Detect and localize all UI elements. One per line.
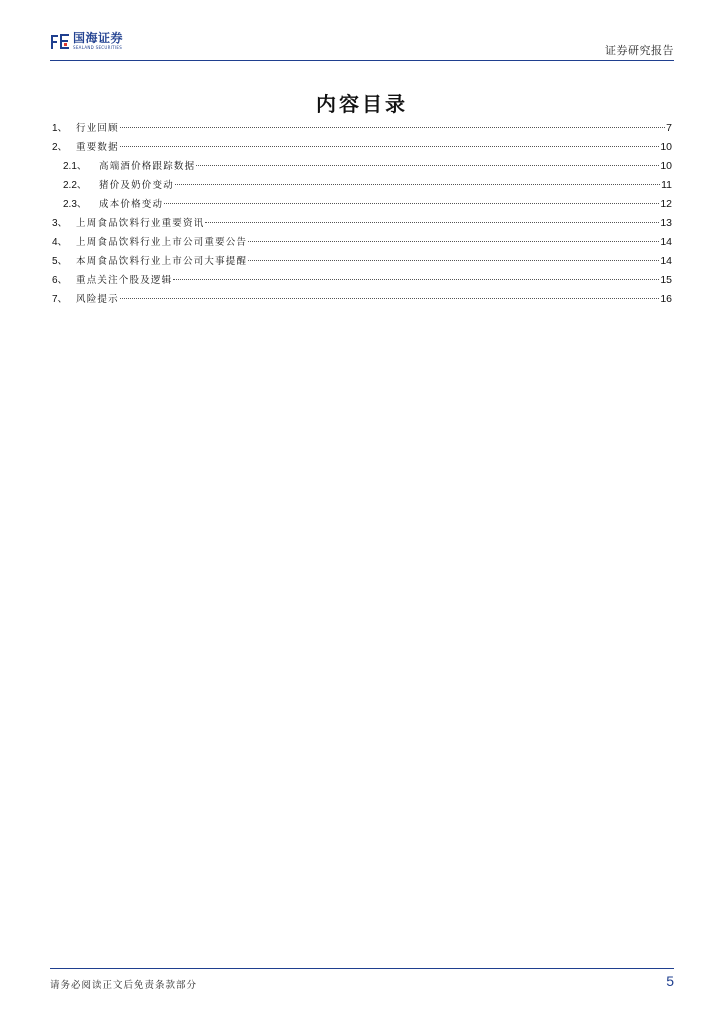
toc-entry-number: 2.1、 — [63, 161, 87, 172]
toc-dot-leader — [164, 197, 659, 204]
toc-entry-page[interactable]: 13 — [660, 217, 672, 229]
toc-dot-leader — [120, 292, 660, 299]
disclaimer-note: 请务必阅读正文后免责条款部分 — [50, 980, 198, 991]
toc-entry-label[interactable]: 重要数据 — [76, 142, 119, 153]
toc-entry-number: 6、 — [52, 275, 68, 286]
toc-entry-number: 7、 — [52, 294, 68, 305]
toc-entry-label[interactable]: 上周食品饮料行业上市公司重要公告 — [76, 237, 248, 248]
toc-entry-label[interactable]: 重点关注个股及逻辑 — [76, 275, 173, 286]
toc-entry-page[interactable]: 14 — [660, 236, 672, 248]
toc-dot-leader — [205, 216, 659, 223]
toc-dot-leader — [120, 121, 665, 128]
toc-entry-page[interactable]: 10 — [660, 141, 672, 153]
toc-entry-page[interactable]: 10 — [660, 160, 672, 172]
toc-entry-number: 5、 — [52, 256, 68, 267]
toc-entry-label[interactable]: 风险提示 — [76, 294, 119, 305]
toc-entry-page[interactable]: 14 — [660, 255, 672, 267]
table-of-contents — [52, 119, 672, 309]
toc-entry[interactable] — [52, 157, 672, 176]
toc-entry-page[interactable]: 7 — [666, 122, 672, 134]
toc-dot-leader — [248, 235, 659, 242]
page-footer — [50, 968, 674, 993]
toc-entry-label[interactable]: 猪价及奶价变动 — [99, 180, 174, 191]
toc-entry-label[interactable]: 高端酒价格跟踪数据 — [99, 161, 196, 172]
toc-entry-page[interactable]: 15 — [660, 274, 672, 286]
company-logo — [50, 32, 123, 52]
toc-entry-page[interactable]: 11 — [661, 179, 672, 191]
toc-entry[interactable] — [52, 176, 672, 195]
toc-title: 内容目录 — [316, 92, 408, 116]
toc-dot-leader — [120, 140, 660, 147]
toc-entry-number: 2、 — [52, 142, 68, 153]
page-header — [50, 28, 674, 61]
toc-entry[interactable] — [52, 271, 672, 290]
toc-entry[interactable] — [52, 119, 672, 138]
toc-entry[interactable] — [52, 138, 672, 157]
toc-entry-number: 2.2、 — [63, 180, 87, 191]
toc-entry[interactable] — [52, 195, 672, 214]
toc-entry-page[interactable]: 12 — [660, 198, 672, 210]
toc-entry-label[interactable]: 上周食品饮料行业重要资讯 — [76, 218, 205, 229]
toc-entry[interactable] — [52, 252, 672, 271]
toc-entry-number: 4、 — [52, 237, 68, 248]
toc-entry-label[interactable]: 成本价格变动 — [99, 199, 164, 210]
toc-dot-leader — [175, 178, 660, 185]
page-number: 5 — [666, 973, 674, 989]
toc-entry[interactable] — [52, 214, 672, 233]
toc-dot-leader — [248, 254, 659, 261]
toc-entry[interactable] — [52, 233, 672, 252]
toc-entry-page[interactable]: 16 — [660, 293, 672, 305]
logo-name-en: SEALAND SECURITIES — [73, 45, 123, 50]
report-type-label: 证券研究报告 — [605, 44, 674, 57]
toc-entry-number: 3、 — [52, 218, 68, 229]
logo-name-cn: 国海证券 — [73, 31, 124, 45]
toc-entry-label[interactable]: 行业回顾 — [76, 123, 119, 134]
toc-dot-leader — [173, 273, 659, 280]
toc-entry[interactable] — [52, 290, 672, 309]
toc-entry-label[interactable]: 本周食品饮料行业上市公司大事提醒 — [76, 256, 248, 267]
toc-dot-leader — [196, 159, 659, 166]
sealand-logo-icon — [50, 32, 70, 52]
toc-entry-number: 2.3、 — [63, 199, 87, 210]
toc-entry-number: 1、 — [52, 123, 68, 134]
